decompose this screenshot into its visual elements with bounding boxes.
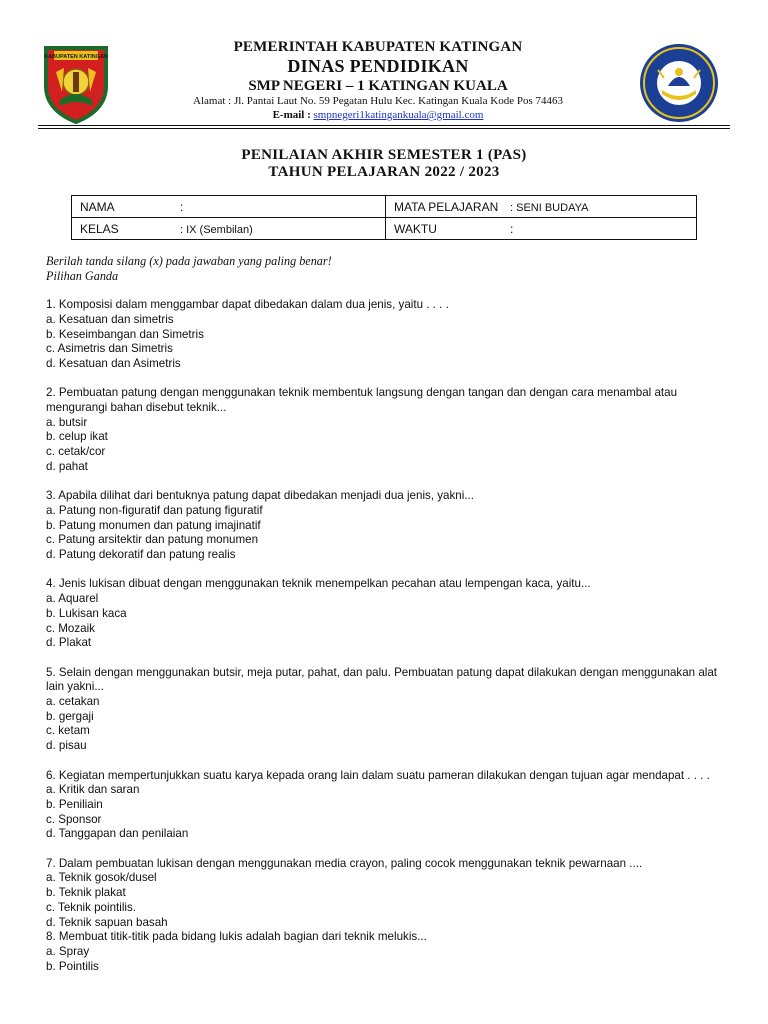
option-a[interactable]: a. cetakan [46, 695, 100, 709]
option-d[interactable]: d. pisau [46, 739, 87, 753]
question-3 [46, 489, 726, 563]
option-c[interactable]: c. Asimetris dan Simetris [46, 342, 173, 356]
mapel-label: MATA PELAJARAN [394, 199, 499, 214]
letterhead-address: Alamat : Jl. Pantai Laut No. 59 Pegatan Hulu Kec. Katingan Kuala Kode Pos 74463 [193, 95, 563, 107]
letterhead-rule-thin [38, 128, 730, 129]
option-c[interactable]: c. Sponsor [46, 812, 102, 826]
question-text: 3. Apabila dilihat dari bentuknya patung dapat dibedakan menjadi dua jenis, yakni... [46, 489, 474, 503]
option-a[interactable]: a. Kesatuan dan simetris [46, 312, 174, 326]
option-b[interactable]: b. celup ikat [46, 430, 108, 444]
question-text: 7. Dalam pembuatan lukisan dengan menggunakan media crayon, paling cocok menggunakan teknik pewarnaan .... [46, 856, 643, 870]
option-b[interactable]: b. Patung monumen dan patung imajinatif [46, 518, 261, 532]
option-c[interactable]: c. Patung arsitektir dan patung monumen [46, 533, 259, 547]
question-5 [46, 666, 726, 754]
instruction-text: Berilah tanda silang (x) pada jawaban yang paling benar! [46, 254, 332, 268]
waktu-separator: : [510, 221, 514, 236]
school-logo [638, 42, 720, 124]
email-label: E-mail : [272, 109, 311, 121]
option-b[interactable]: b. Lukisan kaca [46, 606, 127, 620]
waktu-label: WAKTU [394, 221, 437, 236]
option-d[interactable]: d. Plakat [46, 636, 92, 650]
option-c[interactable]: c. Mozaik [46, 621, 95, 635]
student-identity-table [71, 195, 697, 240]
identity-row-1 [72, 196, 697, 218]
question-text: 2. Pembuatan patung dengan menggunakan teknik membentuk langsung dengan tangan dan dengan cara menambal atau mengurangi bahan disebut teknik... [46, 386, 678, 414]
option-d[interactable]: d. Patung dekoratif dan patung realis [46, 548, 236, 562]
question-1 [46, 298, 726, 372]
exam-title: PENILAIAN AKHIR SEMESTER 1 (PAS) [241, 147, 527, 163]
option-c[interactable]: c. Teknik pointilis. [46, 900, 136, 914]
option-d[interactable]: d. Kesatuan dan Asimetris [46, 356, 181, 370]
option-d[interactable]: d. pahat [46, 459, 88, 473]
exam-year: TAHUN PELAJARAN 2022 / 2023 [268, 164, 500, 180]
letterhead-email-line [120, 109, 636, 121]
letterhead-school-name: SMP NEGERI – 1 KATINGAN KUALA [248, 78, 508, 94]
option-c[interactable]: c. cetak/cor [46, 445, 106, 459]
letterhead-government: PEMERINTAH KABUPATEN KATINGAN [233, 39, 523, 55]
option-b[interactable]: b. Peniliain [46, 797, 103, 811]
question-4 [46, 577, 726, 651]
option-d[interactable]: d. Tanggapan dan penilaian [46, 827, 189, 841]
mapel-value: : SENI BUDAYA [510, 201, 589, 214]
question-text: 8. Membuat titik-titik pada bidang lukis adalah bagian dari teknik melukis... [46, 930, 427, 944]
kelas-label: KELAS [80, 221, 119, 236]
nama-cell[interactable] [72, 196, 386, 218]
question-8 [46, 930, 726, 974]
kelas-cell [72, 218, 386, 240]
exam-body [46, 254, 726, 974]
option-a[interactable]: a. butsir [46, 415, 88, 429]
nama-separator: : [180, 199, 184, 214]
option-d[interactable]: d. Teknik sapuan basah [46, 915, 168, 929]
mapel-cell [386, 196, 697, 218]
question-text: 6. Kegiatan mempertunjukkan suatu karya kepada orang lain dalam suatu pameran dilakukan dengan tujuan agar mendapat . . . . [46, 768, 710, 782]
question-2 [46, 386, 726, 474]
letterhead-department: DINAS PENDIDIKAN [287, 56, 469, 76]
option-b[interactable]: b. Teknik plakat [46, 886, 126, 900]
option-a[interactable]: a. Aquarel [46, 592, 99, 606]
question-text: 1. Komposisi dalam menggambar dapat dibedakan dalam dua jenis, yaitu . . . . [46, 298, 449, 312]
waktu-cell[interactable] [386, 218, 697, 240]
letterhead-rule-thick [38, 125, 730, 126]
katingan-regency-logo [40, 42, 112, 124]
question-text: 5. Selain dengan menggunakan butsir, meja putar, pahat, dan palu. Pembuatan patung dapat dilakukan dengan menggunakan alat lain yakni... [46, 665, 718, 694]
question-text: 4. Jenis lukisan dibuat dengan menggunakan teknik menempelkan pecahan atau lempengan kaca, yaitu... [46, 577, 591, 591]
question-7 [46, 857, 726, 931]
option-a[interactable]: a. Teknik gosok/dusel [46, 871, 157, 885]
option-a[interactable]: a. Spray [46, 944, 90, 958]
section-label: Pilihan Ganda [46, 268, 119, 283]
svg-text:KABUPATEN KATINGAN: KABUPATEN KATINGAN [44, 54, 108, 60]
option-b[interactable]: b. Keseimbangan dan Simetris [46, 327, 204, 341]
identity-row-2 [72, 218, 697, 240]
email-link[interactable]: smpnegeri1katingankuala@gmail.com [313, 109, 484, 121]
option-c[interactable]: c. ketam [46, 724, 90, 738]
question-6 [46, 769, 726, 843]
option-b[interactable]: b. Pointilis [46, 959, 99, 973]
option-a[interactable]: a. Patung non-figuratif dan patung figuratif [46, 503, 263, 517]
nama-label: NAMA [80, 199, 115, 214]
option-b[interactable]: b. gergaji [46, 709, 94, 723]
option-a[interactable]: a. Kritik dan saran [46, 783, 140, 797]
kelas-value: : IX (Sembilan) [180, 223, 253, 236]
